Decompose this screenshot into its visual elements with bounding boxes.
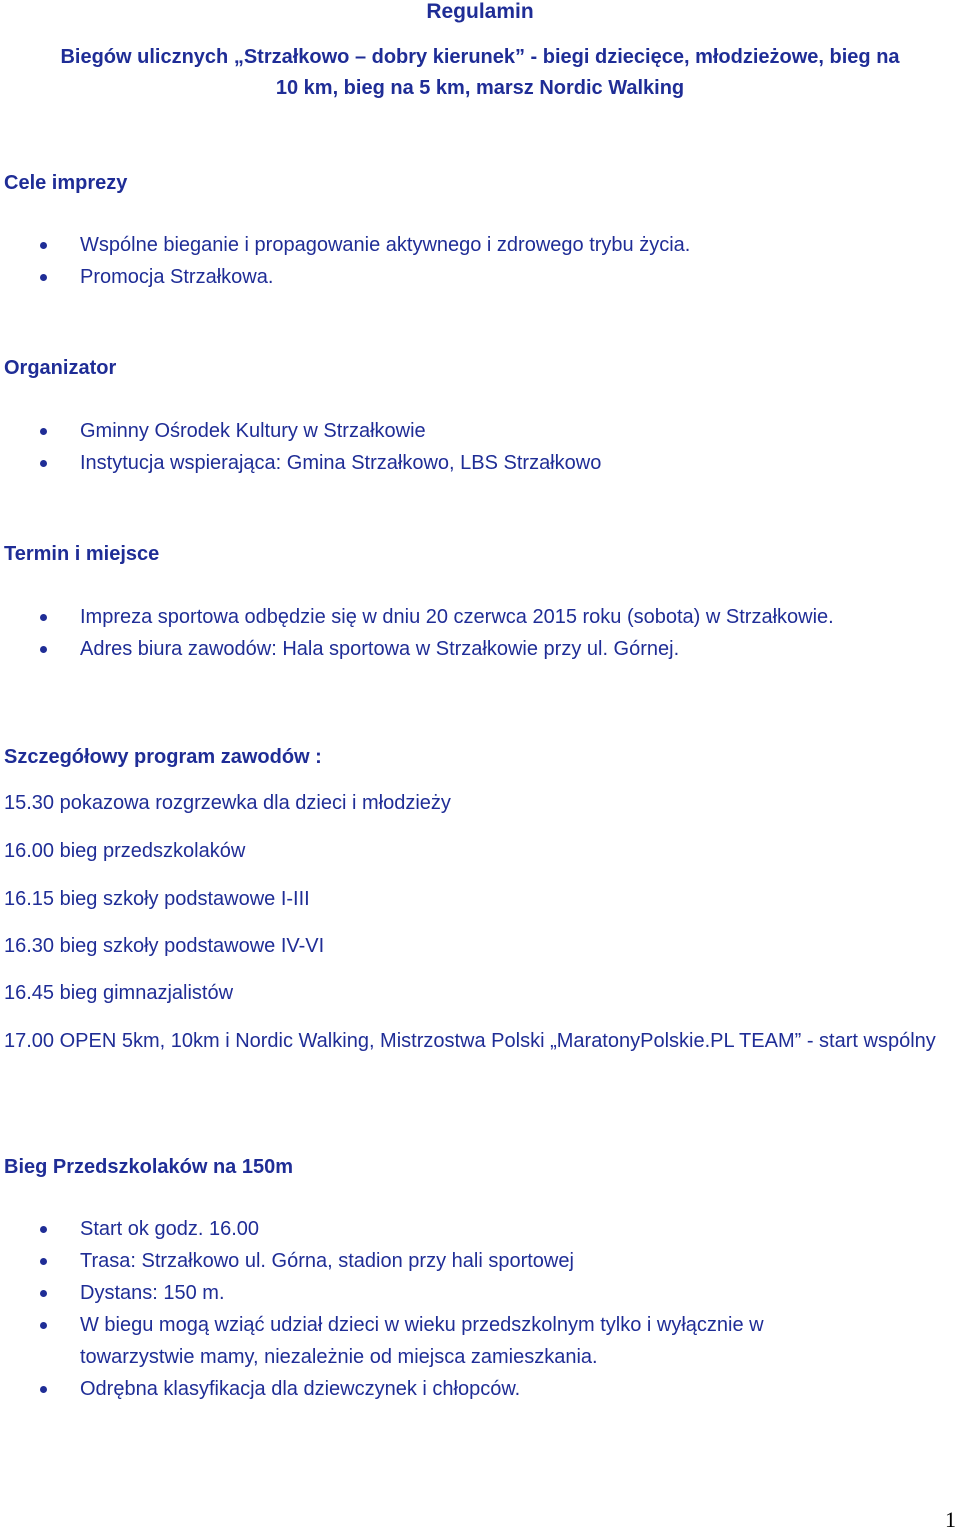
list-item: Dystans: 150 m. — [0, 1277, 900, 1309]
section-heading-program: Szczegółowy program zawodów : — [4, 746, 322, 768]
list-item: Gminny Ośrodek Kultury w Strzałkowie — [0, 415, 900, 447]
program-item: 16.30 bieg szkoły podstawowe IV-VI — [4, 935, 325, 957]
program-item: 17.00 OPEN 5km, 10km i Nordic Walking, Mistrzostwa Polski „MaratonyPolskie.PL TEAM” - start wspólny — [4, 1030, 936, 1052]
document-subtitle-line-1: Biegów ulicznych „Strzałkowo – dobry kierunek” - biegi dziecięce, młodzieżowe, bieg na — [60, 46, 900, 68]
program-item: 16.15 bieg szkoły podstawowe I-III — [4, 888, 310, 910]
list-item: Impreza sportowa odbędzie się w dniu 20 czerwca 2015 roku (sobota) w Strzałkowie. — [0, 601, 900, 633]
list-item: Promocja Strzałkowa. — [0, 261, 900, 293]
bullet-icon — [40, 274, 47, 281]
bullet-icon — [40, 1386, 47, 1393]
section-heading-preschool-race: Bieg Przedszkolaków na 150m — [4, 1156, 294, 1178]
bullet-icon — [40, 1226, 47, 1233]
bullet-icon — [40, 1290, 47, 1297]
program-item: 16.00 bieg przedszkolaków — [4, 840, 246, 862]
program-item: 15.30 pokazowa rozgrzewka dla dzieci i młodzieży — [4, 792, 451, 814]
list-item: Instytucja wspierająca: Gmina Strzałkowo, LBS Strzałkowo — [0, 447, 900, 479]
list-item: Odrębna klasyfikacja dla dziewczynek i chłopców. — [0, 1373, 900, 1405]
preschool-race-list — [0, 1213, 900, 1405]
bullet-icon — [40, 242, 47, 249]
bullet-icon — [40, 460, 47, 467]
document-title: Regulamin — [426, 0, 534, 23]
list-item: W biegu mogą wziąć udział dzieci w wieku przedszkolnym tylko i wyłącznie w towarzystwie mamy, niezależnie od miejsca zamieszkania. — [0, 1309, 900, 1373]
document-subtitle-line-2: 10 km, bieg na 5 km, marsz Nordic Walking — [275, 77, 685, 99]
section-heading-goals: Cele imprezy — [4, 172, 128, 194]
list-item: Trasa: Strzałkowo ul. Górna, stadion przy hali sportowej — [0, 1245, 900, 1277]
page-number: 1 — [945, 1507, 956, 1532]
section-heading-organizer: Organizator — [4, 357, 117, 379]
date-place-list — [0, 601, 900, 665]
bullet-icon — [40, 428, 47, 435]
bullet-icon — [40, 614, 47, 621]
list-item: Adres biura zawodów: Hala sportowa w Strzałkowie przy ul. Górnej. — [0, 633, 900, 665]
goals-list — [0, 229, 900, 293]
bullet-icon — [40, 1322, 47, 1329]
list-item: Start ok godz. 16.00 — [0, 1213, 900, 1245]
organizer-list — [0, 415, 900, 479]
bullet-icon — [40, 646, 47, 653]
section-heading-date-place: Termin i miejsce — [4, 543, 160, 565]
program-item: 16.45 bieg gimnazjalistów — [4, 982, 234, 1004]
bullet-icon — [40, 1258, 47, 1265]
list-item: Wspólne bieganie i propagowanie aktywnego i zdrowego trybu życia. — [0, 229, 900, 261]
